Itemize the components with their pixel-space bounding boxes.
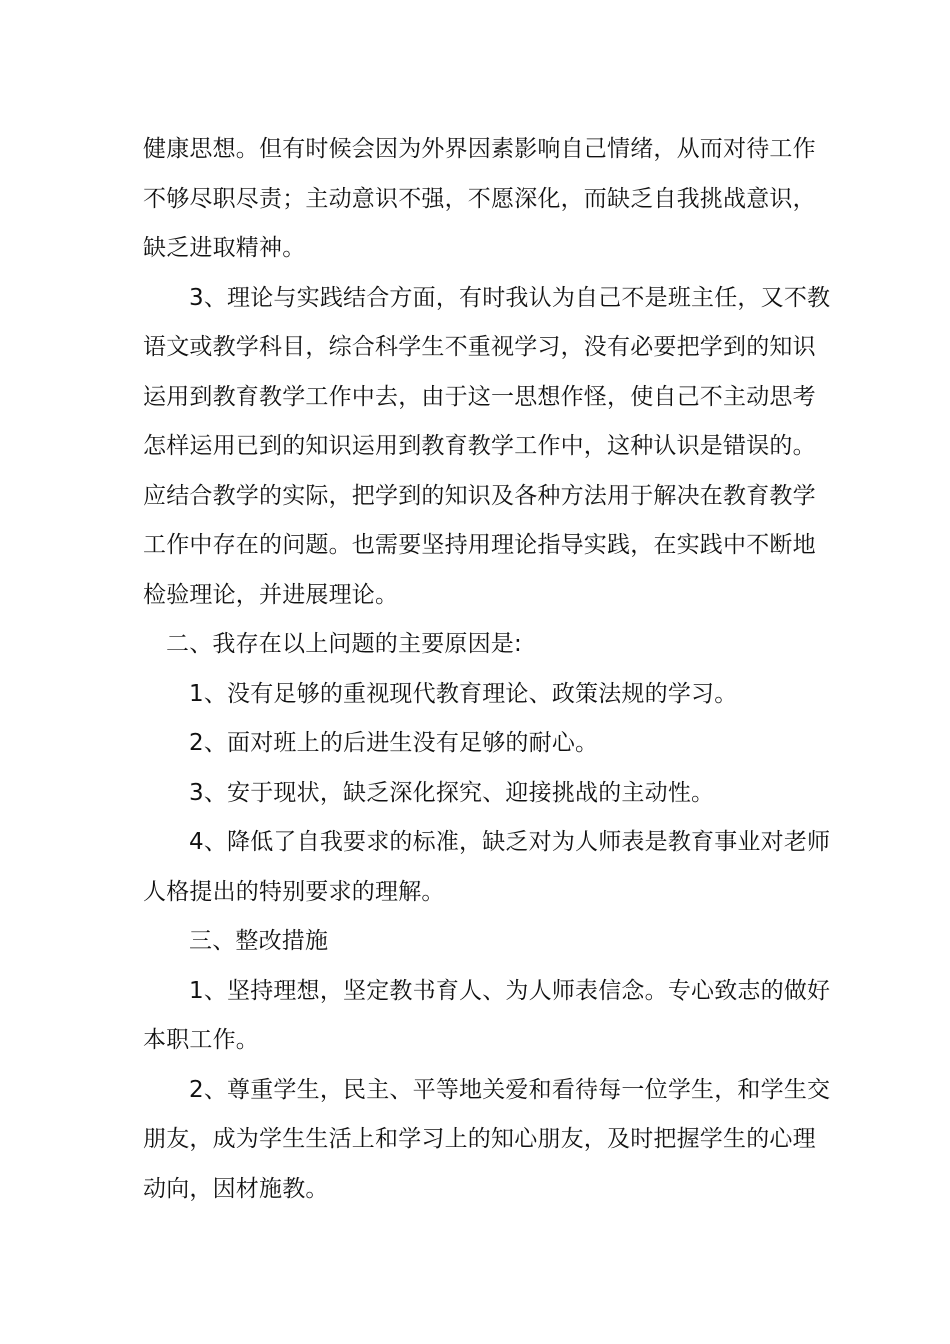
text-line: 2、面对班上的后进生没有足够的耐心。 <box>189 730 599 756</box>
section-heading: 二、我存在以上问题的主要原因是: <box>166 631 522 657</box>
text-line: 不够尽职尽责；主动意识不强，不愿深化，而缺乏自我挑战意识， <box>143 185 816 212</box>
text-line: 1、坚持理想，坚定教书育人、为人师表信念。专心致志的做好 <box>189 977 831 1004</box>
text-line: 怎样运用已到的知识运用到教育教学工作中，这种认识是错误的。 <box>143 433 816 459</box>
text-line: 朋友，成为学生生活上和学习上的知心朋友，及时把握学生的心理 <box>143 1126 816 1152</box>
text-line: 健康思想。但有时候会因为外界因素影响自己情绪，从而对待工作 <box>143 136 816 162</box>
text-line: 工作中存在的问题。也需要坚持用理论指导实践，在实践中不断地 <box>143 532 816 558</box>
text-line: 动向，因材施教。 <box>143 1175 329 1202</box>
text-line: 运用到教育教学工作中去，由于这一思想作怪，使自己不主动思考 <box>143 383 816 410</box>
text-line: 3、理论与实践结合方面，有时我认为自己不是班主任，又不教 <box>189 284 831 311</box>
text-line: 3、安于现状，缺乏深化探究、迎接挑战的主动性。 <box>189 779 715 806</box>
section-heading: 三、整改措施 <box>189 928 329 954</box>
text-line: 检验理论，并进展理论。 <box>143 581 399 608</box>
text-line: 人格提出的特别要求的理解。 <box>143 878 445 905</box>
document-body <box>143 125 831 1214</box>
text-line: 1、没有足够的重视现代教育理论、政策法规的学习。 <box>189 680 738 707</box>
text-line: 语文或教学科目，综合科学生不重视学习，没有必要把学到的知识 <box>143 334 816 360</box>
text-line: 应结合教学的实际，把学到的知识及各种方法用于解决在教育教学 <box>143 482 816 509</box>
text-line: 2、尊重学生，民主、平等地关爱和看待每一位学生，和学生交 <box>189 1076 831 1103</box>
text-line: 缺乏进取精神。 <box>143 235 306 261</box>
text-line: 本职工作。 <box>143 1027 259 1053</box>
text-line: 4、降低了自我要求的标准，缺乏对为人师表是教育事业对老师 <box>189 829 831 855</box>
